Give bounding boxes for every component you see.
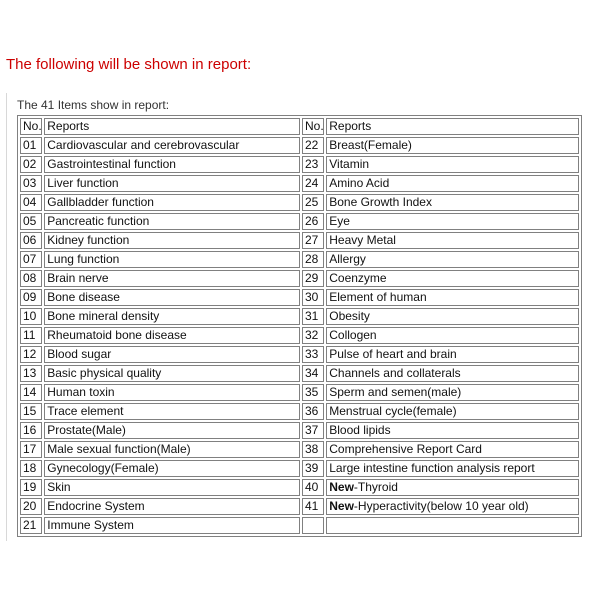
item-name-left: Bone mineral density xyxy=(44,308,300,325)
table-row xyxy=(20,498,579,515)
report-panel xyxy=(6,93,595,541)
item-name-right xyxy=(326,517,579,534)
header-reports-left: Reports xyxy=(44,118,300,135)
table-row xyxy=(20,441,579,458)
item-number-left: 13 xyxy=(20,365,42,382)
table-row xyxy=(20,422,579,439)
table-row xyxy=(20,346,579,363)
page-heading: The following will be shown in report: xyxy=(6,56,252,73)
item-number-left: 19 xyxy=(20,479,42,496)
item-number-right: 31 xyxy=(302,308,324,325)
table-row xyxy=(20,175,579,192)
table-header-row xyxy=(20,118,579,135)
item-name-left: Cardiovascular and cerebrovascular xyxy=(44,137,300,154)
item-number-left: 01 xyxy=(20,137,42,154)
item-number-right: 27 xyxy=(302,232,324,249)
item-name-left: Basic physical quality xyxy=(44,365,300,382)
table-row xyxy=(20,384,579,401)
item-number-right: 26 xyxy=(302,213,324,230)
item-number-right: 40 xyxy=(302,479,324,496)
item-name-left: Rheumatoid bone disease xyxy=(44,327,300,344)
item-number-left: 07 xyxy=(20,251,42,268)
item-number-left: 06 xyxy=(20,232,42,249)
item-number-left: 08 xyxy=(20,270,42,287)
item-name-right xyxy=(326,479,579,496)
item-number-right: 24 xyxy=(302,175,324,192)
item-name-left: Pancreatic function xyxy=(44,213,300,230)
table-row xyxy=(20,403,579,420)
table-row xyxy=(20,156,579,173)
item-name-right: Eye xyxy=(326,213,579,230)
item-name-left: Skin xyxy=(44,479,300,496)
item-name-right: Sperm and semen(male) xyxy=(326,384,579,401)
item-number-right: 41 xyxy=(302,498,324,515)
item-number-left: 09 xyxy=(20,289,42,306)
item-number-right: 36 xyxy=(302,403,324,420)
item-name-right: Large intestine function analysis report xyxy=(326,460,579,477)
item-name-right xyxy=(326,498,579,515)
item-name-left: Kidney function xyxy=(44,232,300,249)
item-name-left: Gallbladder function xyxy=(44,194,300,211)
table-row xyxy=(20,251,579,268)
item-number-right: 22 xyxy=(302,137,324,154)
item-number-left: 10 xyxy=(20,308,42,325)
item-number-right: 33 xyxy=(302,346,324,363)
item-number-left: 15 xyxy=(20,403,42,420)
item-name-right: Coenzyme xyxy=(326,270,579,287)
item-number-right: 39 xyxy=(302,460,324,477)
item-name-right: Bone Growth Index xyxy=(326,194,579,211)
item-number-right: 35 xyxy=(302,384,324,401)
item-number-left: 20 xyxy=(20,498,42,515)
item-number-right: 30 xyxy=(302,289,324,306)
item-name-left: Human toxin xyxy=(44,384,300,401)
table-row xyxy=(20,460,579,477)
table-row xyxy=(20,137,579,154)
item-name-right: Collogen xyxy=(326,327,579,344)
header-no-right: No. xyxy=(302,118,324,135)
table-caption: The 41 Items show in report: xyxy=(17,98,170,112)
item-number-left: 05 xyxy=(20,213,42,230)
item-name-right: Pulse of heart and brain xyxy=(326,346,579,363)
item-number-right: 38 xyxy=(302,441,324,458)
item-name-right: Channels and collaterals xyxy=(326,365,579,382)
item-name-left: Gynecology(Female) xyxy=(44,460,300,477)
item-name-left: Bone disease xyxy=(44,289,300,306)
report-name-text: -Hyperactivity(below 10 year old) xyxy=(353,499,529,513)
item-name-right: Element of human xyxy=(326,289,579,306)
item-name-left: Brain nerve xyxy=(44,270,300,287)
table-row xyxy=(20,479,579,496)
item-number-right: 34 xyxy=(302,365,324,382)
table-row xyxy=(20,289,579,306)
item-name-left: Liver function xyxy=(44,175,300,192)
report-items-table xyxy=(17,115,582,537)
item-name-left: Endocrine System xyxy=(44,498,300,515)
table-row xyxy=(20,308,579,325)
item-number-left: 12 xyxy=(20,346,42,363)
item-number-right: 29 xyxy=(302,270,324,287)
item-number-left: 16 xyxy=(20,422,42,439)
item-number-left: 14 xyxy=(20,384,42,401)
item-name-right: Blood lipids xyxy=(326,422,579,439)
new-label: New xyxy=(329,480,354,494)
header-reports-right: Reports xyxy=(326,118,579,135)
item-name-left: Prostate(Male) xyxy=(44,422,300,439)
item-number-right xyxy=(302,517,324,534)
item-name-right: Obesity xyxy=(326,308,579,325)
item-number-left: 17 xyxy=(20,441,42,458)
report-name-text: -Thyroid xyxy=(353,480,398,494)
item-number-right: 37 xyxy=(302,422,324,439)
header-no-left: No. xyxy=(20,118,42,135)
item-name-left: Trace element xyxy=(44,403,300,420)
item-number-right: 23 xyxy=(302,156,324,173)
table-row xyxy=(20,194,579,211)
item-name-right: Vitamin xyxy=(326,156,579,173)
item-name-left: Lung function xyxy=(44,251,300,268)
item-number-left: 21 xyxy=(20,517,42,534)
item-name-right: Amino Acid xyxy=(326,175,579,192)
table-row xyxy=(20,365,579,382)
item-number-left: 11 xyxy=(20,327,42,344)
table-row xyxy=(20,232,579,249)
table-row xyxy=(20,327,579,344)
table-row xyxy=(20,270,579,287)
item-number-left: 04 xyxy=(20,194,42,211)
item-number-left: 02 xyxy=(20,156,42,173)
item-name-right: Allergy xyxy=(326,251,579,268)
item-name-left: Gastrointestinal function xyxy=(44,156,300,173)
item-name-right: Heavy Metal xyxy=(326,232,579,249)
item-number-right: 25 xyxy=(302,194,324,211)
item-name-right: Comprehensive Report Card xyxy=(326,441,579,458)
item-number-right: 28 xyxy=(302,251,324,268)
item-name-left: Immune System xyxy=(44,517,300,534)
item-name-left: Male sexual function(Male) xyxy=(44,441,300,458)
item-number-left: 18 xyxy=(20,460,42,477)
item-name-right: Menstrual cycle(female) xyxy=(326,403,579,420)
item-name-right: Breast(Female) xyxy=(326,137,579,154)
item-number-right: 32 xyxy=(302,327,324,344)
item-name-left: Blood sugar xyxy=(44,346,300,363)
item-number-left: 03 xyxy=(20,175,42,192)
new-label: New xyxy=(329,499,354,513)
table-row xyxy=(20,517,579,534)
table-row xyxy=(20,213,579,230)
